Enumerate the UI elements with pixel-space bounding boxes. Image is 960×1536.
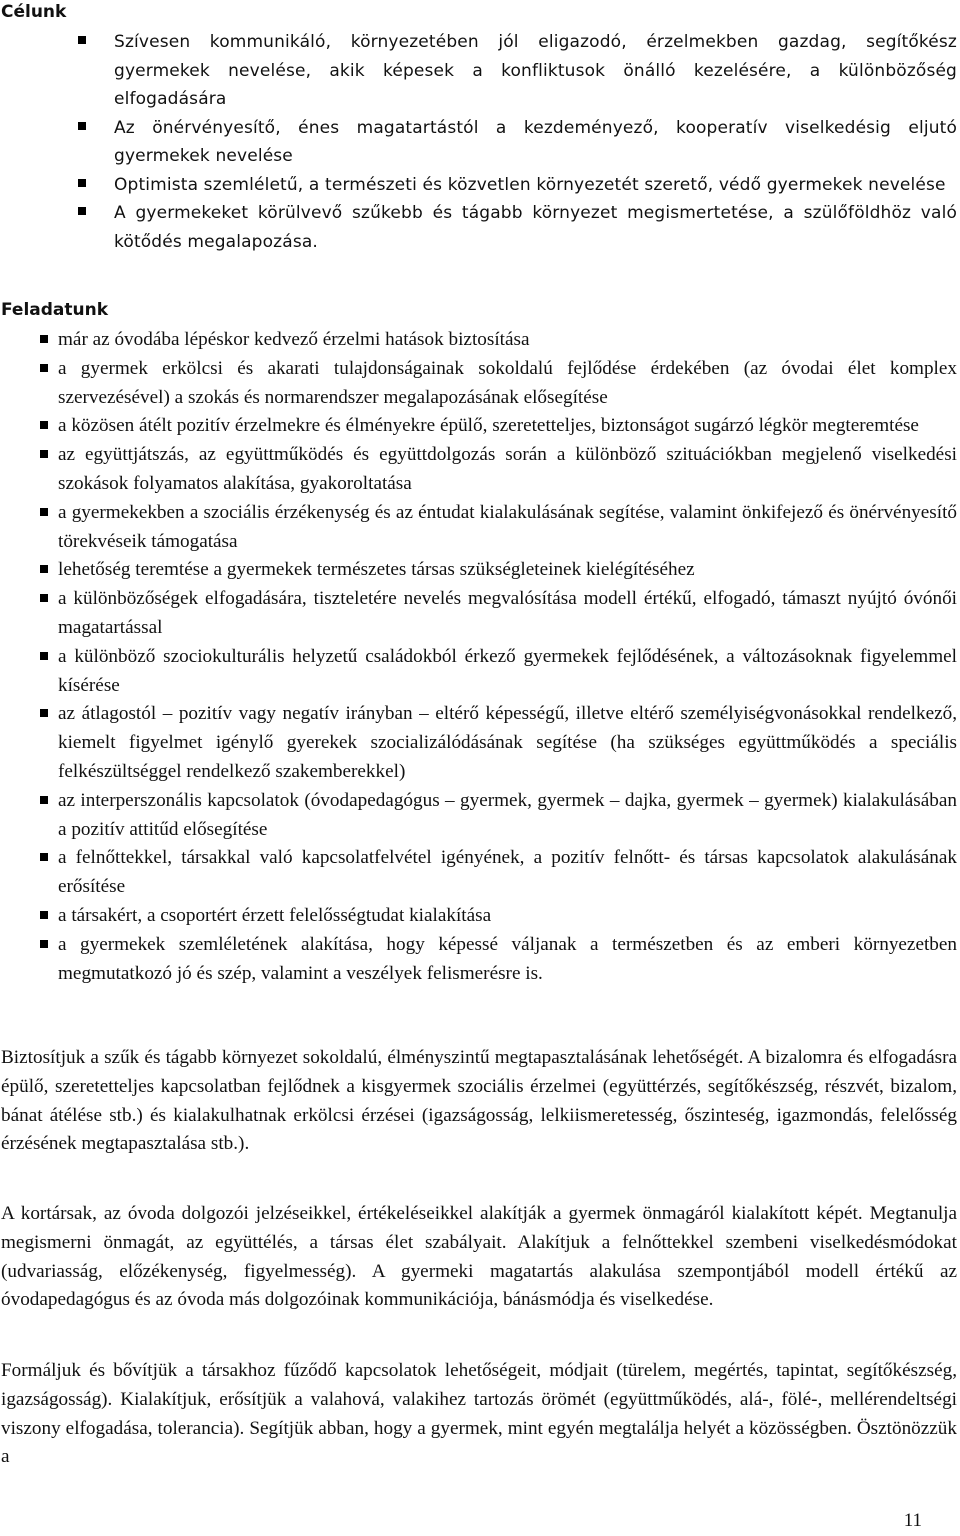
task-item-text: már az óvodába lépéskor kedvező érzelmi hatások biztosítása — [58, 329, 530, 350]
square-bullet-icon — [78, 122, 86, 130]
task-item-text: a társakért, a csoportért érzett felelősségtudat kialakítása — [58, 904, 492, 926]
task-item-text: a gyermekek szemléletének alakítása, hogy képessé váljanak a természetben és az emberi környezetben megmutatkozó jó és szép, valamint a veszélyek felismerésre is. — [58, 933, 957, 984]
body-paragraph: Biztosítjuk a szűk és tágabb környezet sokoldalú, élményszintű megtapasztalásának lehetőségét. A bizalomra és elfogadásra épülő, szeretetteljes kapcsolatban fejlődnek a kisgyermek szociális érzelmei (együttérzés, segítőkészség, részvét, bizalom, bánat átélése stb.) és kialakulhatnak erkölcsi érzései (igazságosság, lelkiismeretesség, őszinteség, igazmondás, felelősség érzésének megtapasztalása stb.). — [1, 1047, 957, 1155]
task-item-text: a különbözőségek elfogadására, tiszteletére nevelés megvalósítása modell értékű, elfogadó, támaszt nyújtó óvónői magatartással — [58, 588, 957, 638]
square-bullet-icon — [78, 179, 86, 187]
page-number: 11 — [903, 1510, 922, 1531]
square-bullet-icon — [40, 940, 48, 948]
square-bullet-icon — [40, 652, 48, 660]
task-item — [58, 931, 957, 989]
square-bullet-icon — [40, 796, 48, 804]
task-item-text: az interperszonális kapcsolatok (óvodapedagógus – gyermek, gyermek – dajka, gyermek – gyermek) kialakulásában a pozitív attitűd elősegítése — [58, 789, 957, 840]
square-bullet-icon — [40, 450, 48, 458]
square-bullet-icon — [40, 565, 48, 573]
task-item — [58, 902, 957, 931]
goal-item-text: Az önérvényesítő, énes magatartástól a kezdeményező, kooperatív viselkedésig eljutó gyermekek nevelése — [114, 117, 957, 166]
goals-heading: Célunk — [1, 2, 67, 22]
task-item-text: lehetőség teremtése a gyermekek természetes társas szükségleteinek kielégítéséhez — [58, 559, 695, 581]
task-item-text: a gyermekekben a szociális érzékenység és az éntudat kialakulásának segítése, valamint önkifejező és önérvényesítő törekvéseik támogatása — [58, 501, 957, 552]
square-bullet-icon — [40, 508, 48, 516]
task-item — [58, 499, 957, 557]
task-item-text: a felnőttekkel, társakkal való kapcsolatfelvétel igényének, a pozitív felnőtt- és társas kapcsolatok alakulásának erősítése — [58, 847, 957, 898]
body-paragraph: Formáljuk és bővítjük a társakhoz fűződő kapcsolatok lehetőségeit, módjait (türelem, megértés, tapintat, segítőkészség, igazságosság). Kialakítjuk, erősítjük a valahová, valakihez tartozás örömét (együttműködés, alá-, fölé-, mellérendeltségi viszony elfogadása, tolerancia). Segítjük abban, hogy a gyermek, mint egyén megtalálja helyét a közösségben. Ösztönözzük a — [1, 1360, 957, 1468]
tasks-heading: Feladatunk — [1, 300, 109, 320]
task-item-text: az átlagostól – pozitív vagy negatív irányban – eltérő képességű, illetve eltérő személyiségvonásokkal rendelkező, kiemelt figyelmet igénylő gyerekek szocializálódásának segítése (ha szükséges együttműködés a speciális felkészültséggel rendelkező szakemberekkel) — [58, 703, 957, 782]
goal-item — [78, 28, 957, 114]
square-bullet-icon — [40, 421, 48, 429]
task-item-text: a különböző szociokulturális helyzetű családokból érkező gyermekek fejlődésének, a változásoknak figyelemmel kísérése — [58, 645, 957, 696]
task-item — [58, 585, 957, 643]
task-item — [58, 355, 957, 413]
goal-item-text: A gyermekeket körülvevő szűkebb és tágabb környezet megismertetése, a szülőföldhöz való kötődés megalapozása. — [114, 203, 957, 252]
goal-item — [78, 171, 957, 200]
task-item — [58, 412, 957, 441]
task-item-text: az együttjátszás, az együttműködés és együttdolgozás során a különböző szituációkban megjelenő viselkedési szokások folyamatos alakítása, gyakoroltatása — [58, 444, 957, 494]
task-item — [58, 844, 957, 902]
square-bullet-icon — [40, 364, 48, 372]
task-item-text: a gyermek erkölcsi és akarati tulajdonságainak sokoldalú fejlődése érdekében (az óvodai élet komplex szervezésével) a szokás és normarendszer megalapozásának elősegítése — [58, 357, 957, 408]
square-bullet-icon — [40, 709, 48, 717]
body-paragraph: A kortársak, az óvoda dolgozói jelzéseikkel, értékeléseikkel alakítják a gyermek önmagáról kialakított képét. Megtanulja megismerni önmagát, az együttélés, a társas élet szabályait. Alakítjuk a felnőttekkel szembeni viselkedésmódokat (udvariasság, előzékenység, figyelmesség). A gyermeki magatartás alakulása szempontjából modell értékű az óvodapedagógus és az óvoda más dolgozóinak kommunikációja, bánásmódja és viselkedése. — [1, 1203, 957, 1311]
task-item-text: a közösen átélt pozitív érzelmekre és élményekre épülő, szeretetteljes, biztonságot sugárzó légkör megteremtése — [58, 415, 919, 437]
goal-item — [78, 114, 957, 171]
square-bullet-icon — [78, 36, 86, 44]
square-bullet-icon — [40, 911, 48, 919]
goal-item — [78, 199, 957, 256]
task-item — [58, 643, 957, 701]
task-item — [58, 441, 957, 499]
task-item — [58, 787, 957, 845]
tasks-list — [58, 326, 957, 988]
task-item — [58, 326, 957, 355]
square-bullet-icon — [40, 594, 48, 602]
square-bullet-icon — [40, 335, 48, 343]
goal-item-text: Optimista szemléletű, a természeti és közvetlen környezetét szerető, védő gyermekek nevelése — [114, 174, 946, 195]
square-bullet-icon — [78, 207, 86, 215]
task-item — [58, 556, 957, 585]
goal-item-text: Szívesen kommunikáló, környezetében jól eligazodó, érzelmekben gazdag, segítőkész gyermekek nevelése, akik képesek a konfliktusok önálló kezelésére, a különbözőség elfogadására — [114, 32, 957, 109]
square-bullet-icon — [40, 853, 48, 861]
goals-list — [78, 28, 957, 256]
task-item — [58, 700, 957, 786]
